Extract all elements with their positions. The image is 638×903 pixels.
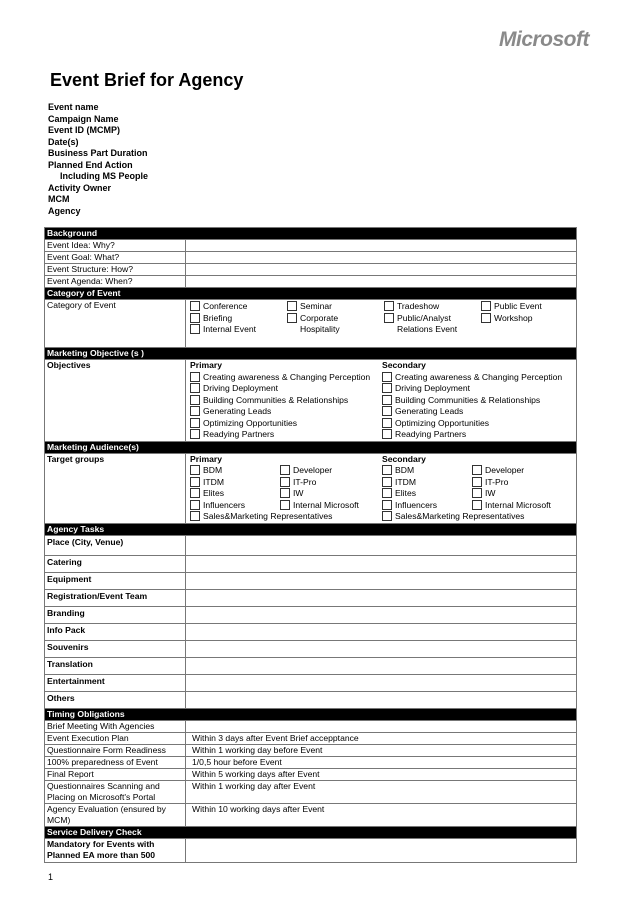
option-hospitality-label: Hospitality xyxy=(300,324,340,334)
objective-item[interactable]: Generating Leads xyxy=(190,406,382,418)
field-event-id: Event ID (MCMP) xyxy=(48,125,120,135)
field-event-name: Event name xyxy=(48,102,99,112)
checkbox-icon[interactable] xyxy=(190,429,200,439)
audience-item[interactable]: Sales&Marketing Representatives xyxy=(382,511,574,523)
audience-item[interactable]: Sales&Marketing Representatives xyxy=(190,511,382,523)
checkbox-icon[interactable] xyxy=(472,477,482,487)
option-conference[interactable]: Conference xyxy=(190,301,287,313)
timing-value: Within 1 working day before Event xyxy=(186,744,577,756)
checkbox-icon[interactable] xyxy=(190,395,200,405)
task-label: Place (City, Venue) xyxy=(45,535,186,555)
field-campaign-name: Campaign Name xyxy=(48,113,119,124)
checkbox-icon[interactable] xyxy=(190,406,200,416)
checkbox-icon[interactable] xyxy=(190,301,200,311)
objectives-secondary: Secondary Creating awareness & Changing Perception Driving Deployment Building Communities & Relationships Generating Leads Optimizing Opportunities Readying Partners xyxy=(382,360,574,441)
audience-item[interactable]: IT-Pro xyxy=(472,477,572,489)
audience-item[interactable]: Elites xyxy=(190,488,280,500)
objective-item[interactable]: Optimizing Opportunities xyxy=(382,418,574,430)
row-label: Target groups xyxy=(45,453,186,523)
timing-label: 100% preparedness of Event xyxy=(45,756,186,768)
checkbox-icon[interactable] xyxy=(190,418,200,428)
objective-item[interactable]: Creating awareness & Changing Perception xyxy=(382,372,574,384)
timing-value: Within 10 working days after Event xyxy=(186,803,577,826)
checkbox-icon[interactable] xyxy=(190,488,200,498)
task-label: Catering xyxy=(45,555,186,572)
task-label: Equipment xyxy=(45,572,186,589)
microsoft-logo: Microsoft xyxy=(499,28,589,51)
audience-item[interactable]: Influencers xyxy=(382,500,472,512)
row-label: Event Structure: How? xyxy=(45,264,186,276)
category-options xyxy=(190,300,574,337)
checkbox-icon[interactable] xyxy=(382,500,392,510)
checkbox-icon[interactable] xyxy=(382,383,392,393)
checkbox-icon[interactable] xyxy=(472,500,482,510)
checkbox-icon[interactable] xyxy=(382,418,392,428)
audience-item[interactable]: Influencers xyxy=(190,500,280,512)
input-cell[interactable] xyxy=(186,240,577,252)
service-label: Mandatory for Events with Planned EA more than 500 xyxy=(45,838,186,862)
row-label: Event Goal: What? xyxy=(45,252,186,264)
section-header-category: Category of Event xyxy=(45,288,577,300)
checkbox-icon[interactable] xyxy=(190,324,200,334)
objective-item[interactable]: Optimizing Opportunities xyxy=(190,418,382,430)
input-cell[interactable] xyxy=(186,589,577,606)
checkbox-icon[interactable] xyxy=(382,465,392,475)
field-business-part-duration: Business Part Duration xyxy=(48,148,148,158)
checkbox-icon[interactable] xyxy=(382,511,392,521)
checkbox-icon[interactable] xyxy=(382,429,392,439)
checkbox-icon[interactable] xyxy=(382,395,392,405)
event-fields xyxy=(48,102,148,217)
input-cell[interactable] xyxy=(186,623,577,640)
brief-table xyxy=(44,227,577,863)
option-internal-event[interactable]: Internal Event xyxy=(190,324,287,336)
option-tradeshow[interactable]: Tradeshow xyxy=(384,301,481,313)
input-cell[interactable] xyxy=(186,252,577,264)
audience-item[interactable]: Internal Microsoft xyxy=(280,500,380,512)
checkbox-icon[interactable] xyxy=(280,465,290,475)
audience-primary: Primary BDM Developer ITDM IT-Pro Elites IW Influencers Internal Microsoft Sales&Marketing Representatives xyxy=(190,454,382,523)
page-number: 1 xyxy=(48,872,54,882)
input-cell[interactable] xyxy=(186,838,577,862)
checkbox-icon[interactable] xyxy=(190,313,200,323)
checkbox-icon[interactable] xyxy=(472,488,482,498)
timing-label: Questionnaires Scanning and Placing on Microsoft's Portal xyxy=(45,780,186,803)
option-public-event[interactable]: Public Event xyxy=(481,301,571,313)
checkbox-icon[interactable] xyxy=(384,301,394,311)
checkbox-icon[interactable] xyxy=(190,372,200,382)
checkbox-icon[interactable] xyxy=(190,500,200,510)
option-seminar[interactable]: Seminar xyxy=(287,301,384,313)
audience-item[interactable]: ITDM xyxy=(190,477,280,489)
section-header-objectives: Marketing Objective (s ) xyxy=(45,348,577,360)
field-agency: Agency xyxy=(48,205,81,216)
timing-value: Within 1 working day after Event xyxy=(186,780,577,803)
input-cell[interactable] xyxy=(186,555,577,572)
checkbox-icon[interactable] xyxy=(384,313,394,323)
input-cell[interactable] xyxy=(186,657,577,674)
task-label: Info Pack xyxy=(45,623,186,640)
input-cell[interactable] xyxy=(186,276,577,288)
timing-label: Questionnaire Form Readiness xyxy=(45,744,186,756)
checkbox-icon[interactable] xyxy=(382,372,392,382)
timing-value: Within 3 days after Event Brief accepptance xyxy=(186,732,577,744)
checkbox-icon[interactable] xyxy=(287,313,297,323)
checkbox-icon[interactable] xyxy=(382,406,392,416)
audience-item[interactable]: IW xyxy=(280,488,380,500)
input-cell[interactable] xyxy=(186,691,577,708)
objective-item[interactable]: Creating awareness & Changing Perception xyxy=(190,372,382,384)
task-label: Souvenirs xyxy=(45,640,186,657)
objective-item[interactable]: Readying Partners xyxy=(190,429,382,441)
timing-label: Event Execution Plan xyxy=(45,732,186,744)
option-public-analyst[interactable]: Public/Analyst xyxy=(384,313,481,325)
audience-item[interactable]: BDM xyxy=(190,465,280,477)
timing-value xyxy=(186,720,577,732)
row-label: Objectives xyxy=(45,360,186,442)
option-corporate[interactable]: Corporate xyxy=(287,313,384,325)
input-cell[interactable] xyxy=(186,606,577,623)
field-mcm: MCM xyxy=(48,194,70,204)
objective-item[interactable]: Building Communities & Relationships xyxy=(190,395,382,407)
timing-label: Brief Meeting With Agencies xyxy=(45,720,186,732)
checkbox-icon[interactable] xyxy=(190,383,200,393)
checkbox-icon[interactable] xyxy=(280,477,290,487)
timing-value: Within 5 working days after Event xyxy=(186,768,577,780)
page-title: Event Brief for Agency xyxy=(50,70,244,90)
objective-item[interactable]: Driving Deployment xyxy=(382,383,574,395)
objective-item[interactable]: Readying Partners xyxy=(382,429,574,441)
field-including-ms-people: Including MS People xyxy=(60,171,149,181)
checkbox-icon[interactable] xyxy=(481,301,491,311)
option-workshop[interactable]: Workshop xyxy=(481,313,571,325)
option-briefing[interactable]: Briefing xyxy=(190,313,287,325)
checkbox-icon[interactable] xyxy=(287,301,297,311)
objective-item[interactable]: Building Communities & Relationships xyxy=(382,395,574,407)
audience-item[interactable]: Developer xyxy=(472,465,572,477)
input-cell[interactable] xyxy=(186,535,577,555)
section-header-timing: Timing Obligations xyxy=(45,708,577,720)
section-header-agency-tasks: Agency Tasks xyxy=(45,523,577,535)
checkbox-icon[interactable] xyxy=(382,488,392,498)
row-label: Category of Event xyxy=(45,300,186,348)
checkbox-icon[interactable] xyxy=(190,511,200,521)
audience-item[interactable]: IW xyxy=(472,488,572,500)
audience-item[interactable]: IT-Pro xyxy=(280,477,380,489)
input-cell[interactable] xyxy=(186,674,577,691)
timing-value: 1/0,5 hour before Event xyxy=(186,756,577,768)
input-cell[interactable] xyxy=(186,572,577,589)
input-cell[interactable] xyxy=(186,640,577,657)
input-cell[interactable] xyxy=(186,264,577,276)
checkbox-icon[interactable] xyxy=(382,477,392,487)
field-activity-owner: Activity Owner xyxy=(48,182,112,193)
task-label: Branding xyxy=(45,606,186,623)
task-label: Others xyxy=(45,691,186,708)
audience-item[interactable]: ITDM xyxy=(382,477,472,489)
checkbox-icon[interactable] xyxy=(190,465,200,475)
field-planned-end-action: Planned End Action xyxy=(48,159,133,170)
task-label: Registration/Event Team xyxy=(45,589,186,606)
section-header-service: Service Delivery Check xyxy=(45,826,577,838)
audience-item[interactable]: Developer xyxy=(280,465,380,477)
row-label: Event Idea: Why? xyxy=(45,240,186,252)
timing-label: Final Report xyxy=(45,768,186,780)
checkbox-icon[interactable] xyxy=(190,477,200,487)
checkbox-icon[interactable] xyxy=(481,313,491,323)
audience-item[interactable]: Internal Microsoft xyxy=(472,500,572,512)
section-header-audience: Marketing Audience(s) xyxy=(45,441,577,453)
checkbox-icon[interactable] xyxy=(280,500,290,510)
audience-item[interactable]: BDM xyxy=(382,465,472,477)
option-relations-event-label: Relations Event xyxy=(397,324,458,334)
audience-secondary: Secondary BDM Developer ITDM IT-Pro Elites IW Influencers Internal Microsoft Sales&Marketing Representatives xyxy=(382,454,574,523)
timing-label: Agency Evaluation (ensured by MCM) xyxy=(45,803,186,826)
task-label: Entertainment xyxy=(45,674,186,691)
checkbox-icon[interactable] xyxy=(280,488,290,498)
checkbox-icon[interactable] xyxy=(472,465,482,475)
field-dates: Date(s) xyxy=(48,136,79,147)
row-label: Event Agenda: When? xyxy=(45,276,186,288)
audience-item[interactable]: Elites xyxy=(382,488,472,500)
task-label: Translation xyxy=(45,657,186,674)
objective-item[interactable]: Generating Leads xyxy=(382,406,574,418)
section-header-background: Background xyxy=(45,228,577,240)
objectives-primary: Primary Creating awareness & Changing Perception Driving Deployment Building Communities & Relationships Generating Leads Optimizing Opportunities Readying Partners xyxy=(190,360,382,441)
objective-item[interactable]: Driving Deployment xyxy=(190,383,382,395)
